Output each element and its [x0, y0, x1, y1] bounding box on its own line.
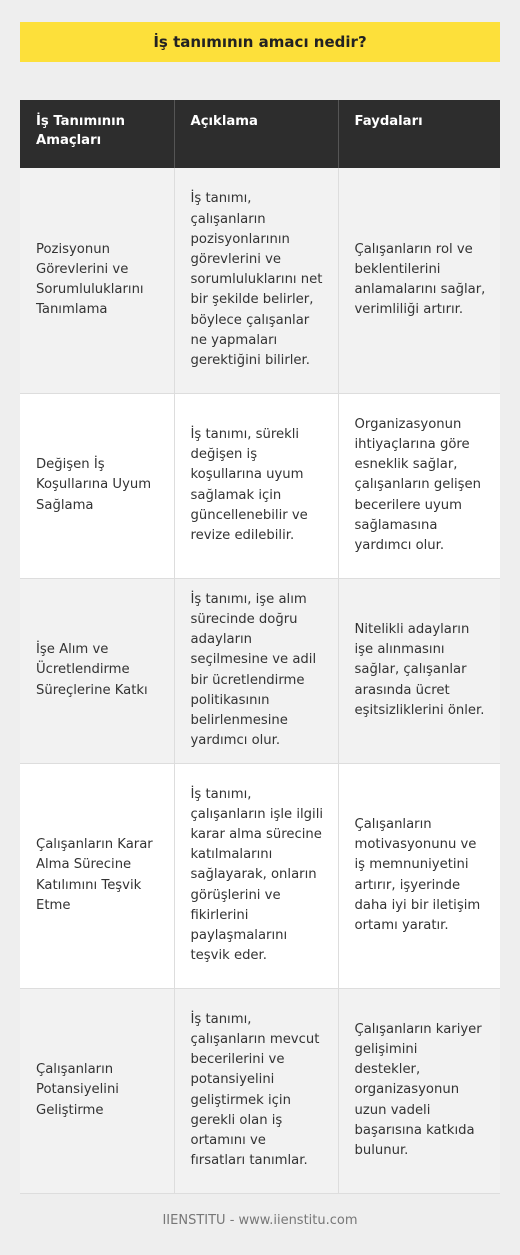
cell-description: İş tanımı, sürekli değişen iş koşullarına uyum sağlamak için güncellenebilir ve revize edilebilir. [174, 393, 338, 578]
cell-benefits: Çalışanların motivasyonunu ve iş memnuniyetini artırır, işyerinde daha iyi bir iletişim ortamı yaratır. [338, 763, 500, 988]
cell-benefits: Çalışanların kariyer gelişimini destekler, organizasyonun uzun vadeli başarısına katkıda bulunur. [338, 988, 500, 1193]
cell-purpose: Pozisyonun Görevlerini ve Sorumluluklarını Tanımlama [20, 168, 174, 393]
cell-purpose: İşe Alım ve Ücretlendirme Süreçlerine Katkı [20, 578, 174, 763]
table-header-row [20, 100, 500, 168]
table-row [20, 168, 500, 393]
footer-credit: IIENSTITU - www.iienstitu.com [162, 1213, 358, 1228]
table-row [20, 988, 500, 1193]
purposes-table [20, 100, 500, 1194]
table-row [20, 393, 500, 578]
cell-benefits: Organizasyonun ihtiyaçlarına göre esneklik sağlar, çalışanların gelişen becerilere uyum sağlamasına yardımcı olur. [338, 393, 500, 578]
column-header-description: Açıklama [174, 100, 338, 168]
column-header-purpose: İş Tanımının Amaçları [20, 100, 174, 168]
cell-description: İş tanımı, işe alım sürecinde doğru adayların seçilmesine ve adil bir ücretlendirme politikasının belirlenmesine yardımcı olur. [174, 578, 338, 763]
cell-benefits: Çalışanların rol ve beklentilerini anlamalarını sağlar, verimliliği artırır. [338, 168, 500, 393]
column-header-benefits: Faydaları [338, 100, 500, 168]
table-row [20, 578, 500, 763]
cell-description: İş tanımı, çalışanların işle ilgili karar alma sürecine katılmalarını sağlayarak, onların görüşlerini ve fikirlerini paylaşmalarını teşvik eder. [174, 763, 338, 988]
cell-purpose: Çalışanların Karar Alma Sürecine Katılımını Teşvik Etme [20, 763, 174, 988]
cell-benefits: Nitelikli adayların işe alınmasını sağlar, çalışanlar arasında ücret eşitsizliklerini önler. [338, 578, 500, 763]
page-title: İş tanımının amacı nedir? [20, 22, 500, 62]
cell-purpose: Çalışanların Potansiyelini Geliştirme [20, 988, 174, 1193]
cell-purpose: Değişen İş Koşullarına Uyum Sağlama [20, 393, 174, 578]
table-row [20, 763, 500, 988]
cell-description: İş tanımı, çalışanların mevcut becerilerini ve potansiyelini geliştirmek için gerekli olan iş ortamını ve fırsatları tanımlar. [174, 988, 338, 1193]
cell-description: İş tanımı, çalışanların pozisyonlarının görevlerini ve sorumluluklarını net bir şekilde belirler, böylece çalışanlar ne yapmaları gerektiğini bilirler. [174, 168, 338, 393]
